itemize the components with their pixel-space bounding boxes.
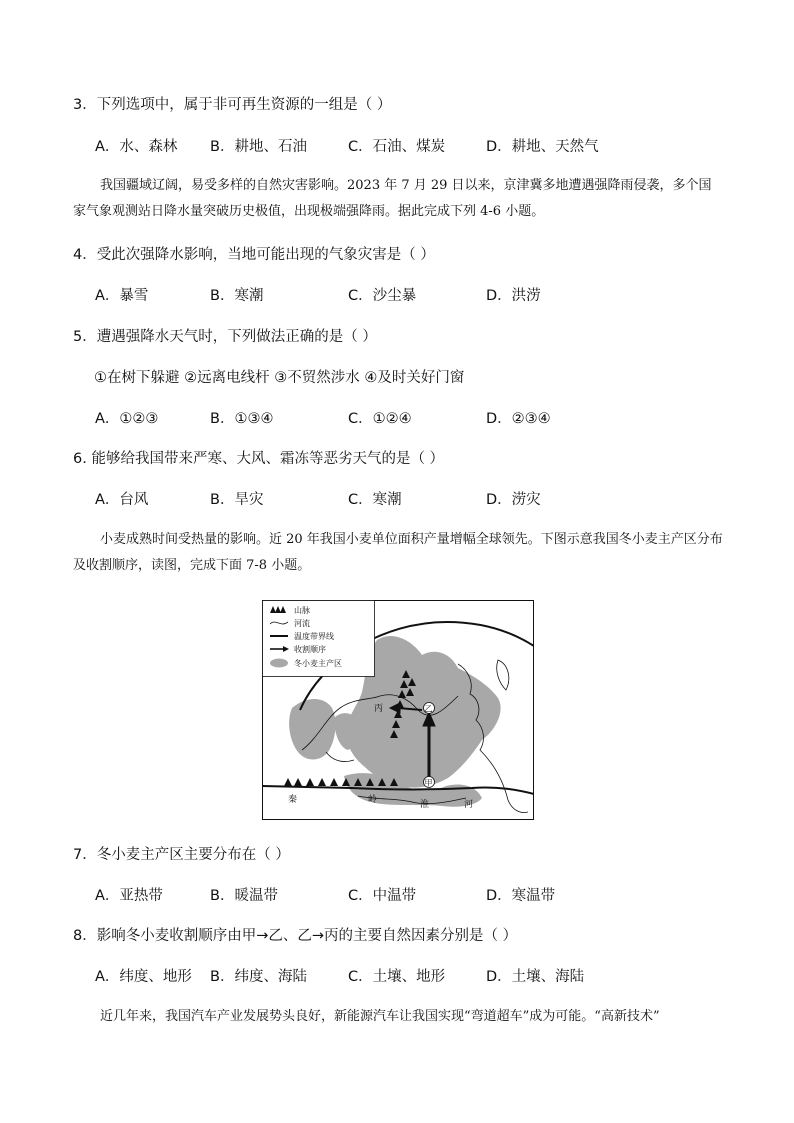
question-5-stem: 5．遭遇强降水天气时，下列做法正确的是（ ） (73, 329, 377, 345)
label-jia: 甲 (424, 778, 433, 788)
question-6-stem: 6. 能够给我国带来严寒、大风、霜冻等恶劣天气的是（ ） (73, 451, 445, 467)
passage-intro-cars: 近几年来，我国汽车产业发展势头良好，新能源汽车让我国实现“弯道超车”成为可能。“高新技术” (100, 1009, 660, 1024)
label-bing: 丙 (374, 704, 384, 714)
q4-option-a[interactable]: A．暴雪 (95, 288, 149, 304)
q3-option-a[interactable]: A．水、森林 (95, 139, 178, 155)
question-4-stem: 4．受此次强降水影响，当地可能出现的气象灾害是（ ） (73, 247, 435, 263)
q6-option-d[interactable]: D．涝灾 (486, 492, 541, 508)
q3-option-c[interactable]: C．石油、煤炭 (348, 139, 446, 155)
q8-option-c[interactable]: C．土壤、地形 (348, 969, 446, 985)
q6-option-b[interactable]: B．旱灾 (210, 492, 264, 508)
question-8-stem: 8．影响冬小麦收割顺序由甲→乙、乙→丙的主要自然因素分别是（ ） (73, 928, 518, 944)
label-yi: 乙 (424, 704, 433, 714)
q7-option-d[interactable]: D．寒温带 (486, 888, 556, 904)
legend-wheat-icon (270, 659, 288, 668)
q4-option-c[interactable]: C．沙尘暴 (348, 288, 417, 304)
label-qin: 秦 (288, 795, 298, 805)
q7-option-b[interactable]: B．暖温带 (210, 888, 278, 904)
question-3-stem: 3．下列选项中，属于非可再生资源的一组是（ ） (73, 97, 392, 113)
legend-label-river: 河流 (294, 619, 310, 628)
label-ling: 岭 (368, 795, 378, 805)
map-legend (263, 601, 375, 677)
label-he: 河 (464, 800, 474, 810)
q4-option-b[interactable]: B．寒潮 (210, 288, 264, 304)
q5-option-a[interactable]: A．①②③ (95, 411, 159, 427)
passage-intro-wheat: 小麦成熟时间受热量的影响。近 20 年我国小麦单位面积产量增幅全球领先。下图示意我国冬小麦主产区分布及收割顺序，读图，完成下面 7-8 小题。 (73, 532, 723, 573)
label-huai: 淮 (420, 800, 430, 810)
legend-label-mountain: 山脉 (294, 606, 310, 615)
q4-option-d[interactable]: D．洪涝 (486, 288, 541, 304)
q5-option-b[interactable]: B．①③④ (210, 411, 274, 427)
q8-option-a[interactable]: A．纬度、地形 (95, 969, 192, 985)
q8-option-d[interactable]: D．土壤、海陆 (486, 969, 585, 985)
q5-option-d[interactable]: D．②③④ (486, 411, 551, 427)
q7-option-a[interactable]: A．亚热带 (95, 888, 163, 904)
q7-option-c[interactable]: C．中温带 (348, 888, 417, 904)
q5-option-c[interactable]: C．①②④ (348, 411, 412, 427)
q3-option-b[interactable]: B．耕地、石油 (210, 139, 307, 155)
question-7-stem: 7．冬小麦主产区主要分布在（ ） (73, 847, 290, 863)
legend-label-boundary: 温度带界线 (294, 632, 334, 641)
winter-wheat-map (262, 600, 534, 820)
legend-label-arrow: 收割顺序 (294, 645, 326, 654)
map-svg (262, 600, 534, 820)
question-5-choices: ①在树下躲避 ②远离电线杆 ③不贸然涉水 ④及时关好门窗 (94, 370, 465, 386)
passage-intro-floods: 我国疆域辽阔，易受多样的自然灾害影响。2023 年 7 月 29 日以来，京津冀多地遭遇强降雨侵袭，多个国家气象观测站日降水量突破历史极值，出现极端强降雨。据此完成下列 4-6 小题。 (73, 178, 712, 219)
q8-option-b[interactable]: B．纬度、海陆 (210, 969, 307, 985)
q3-option-d[interactable]: D．耕地、天然气 (486, 139, 599, 155)
q6-option-a[interactable]: A．台风 (95, 492, 149, 508)
legend-label-wheat: 冬小麦主产区 (294, 659, 342, 668)
q6-option-c[interactable]: C．寒潮 (348, 492, 402, 508)
